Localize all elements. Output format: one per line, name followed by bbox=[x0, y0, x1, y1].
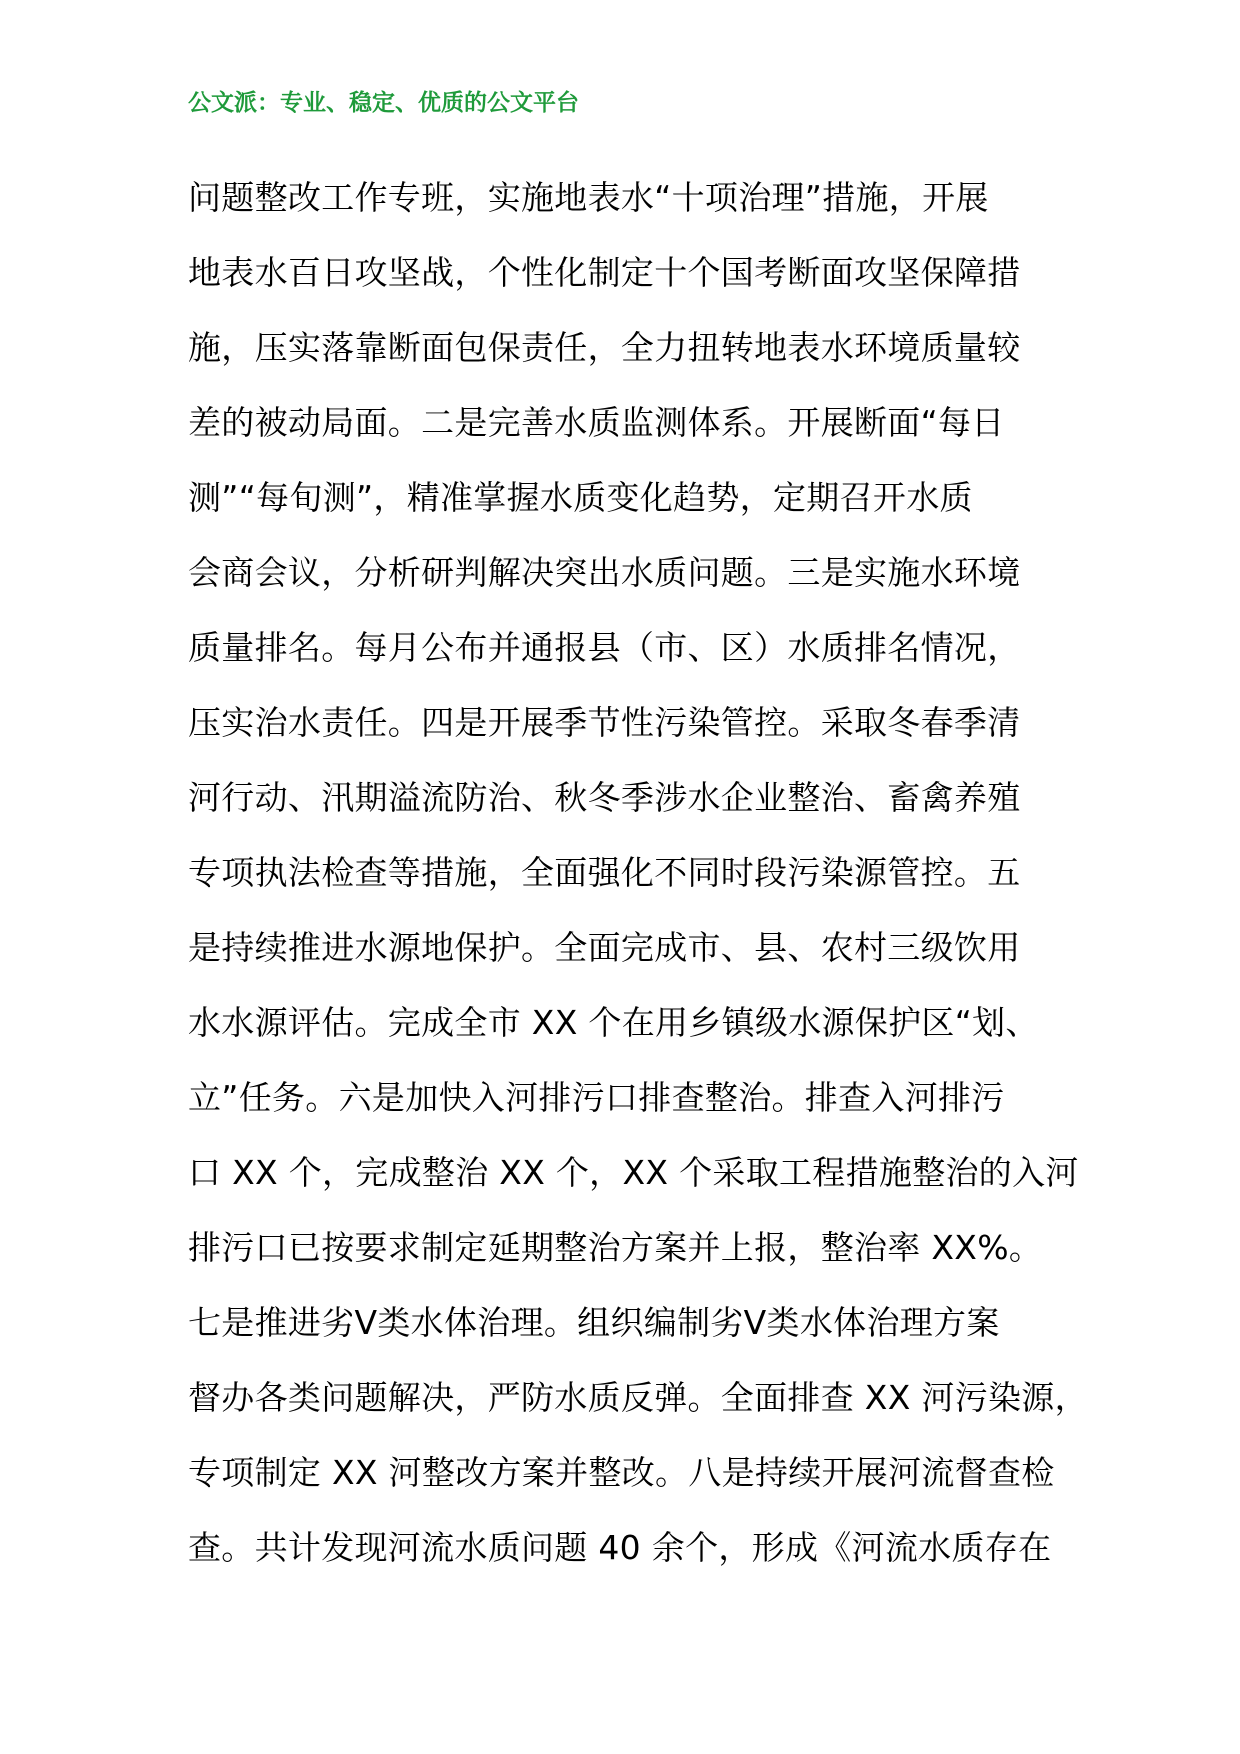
page-header: 公文派：专业、稳定、优质的公文平台 bbox=[188, 90, 579, 116]
text-line: 督办各类问题解决，严防水质反弹。全面排查 XX 河污染源， bbox=[188, 1378, 1088, 1417]
text-line: 施，压实落靠断面包保责任，全力扭转地表水环境质量较 bbox=[188, 328, 1021, 367]
text-line: 质量排名。每月公布并通报县（市、区）水质排名情况， bbox=[188, 628, 1021, 667]
text-line: 压实治水责任。四是开展季节性污染管控。采取冬春季清 bbox=[188, 703, 1021, 742]
text-line: 专项执法检查等措施，全面强化不同时段污染源管控。五 bbox=[188, 853, 1021, 892]
text-line: 七是推进劣Ⅴ类水体治理。组织编制劣Ⅴ类水体治理方案 bbox=[188, 1303, 1000, 1342]
text-line: 差的被动局面。二是完善水质监测体系。开展断面“每日 bbox=[188, 403, 1005, 442]
text-line: 会商会议，分析研判解决突出水质问题。三是实施水环境 bbox=[188, 553, 1021, 592]
text-line: 河行动、汛期溢流防治、秋冬季涉水企业整治、畜禽养殖 bbox=[188, 778, 1021, 817]
text-line: 问题整改工作专班，实施地表水“十项治理”措施，开展 bbox=[188, 178, 989, 217]
text-line: 地表水百日攻坚战，个性化制定十个国考断面攻坚保障措 bbox=[188, 253, 1021, 292]
text-line: 水水源评估。完成全市 XX 个在用乡镇级水源保护区“划、 bbox=[188, 1003, 1039, 1042]
text-line: 测”“每旬测”，精准掌握水质变化趋势，定期召开水质 bbox=[188, 478, 973, 517]
text-line: 是持续推进水源地保护。全面完成市、县、农村三级饮用 bbox=[188, 928, 1021, 967]
body-text bbox=[188, 168, 1088, 1593]
text-line: 排污口已按要求制定延期整治方案并上报，整治率 XX%。 bbox=[188, 1228, 1043, 1267]
text-line: 立”任务。六是加快入河排污口排查整治。排查入河排污 bbox=[188, 1078, 1005, 1117]
text-line: 专项制定 XX 河整改方案并整改。八是持续开展河流督查检 bbox=[188, 1453, 1055, 1492]
text-line: 口 XX 个，完成整治 XX 个，XX 个采取工程措施整治的入河 bbox=[188, 1153, 1079, 1192]
text-line: 查。共计发现河流水质问题 40 余个，形成《河流水质存在 bbox=[188, 1528, 1052, 1567]
